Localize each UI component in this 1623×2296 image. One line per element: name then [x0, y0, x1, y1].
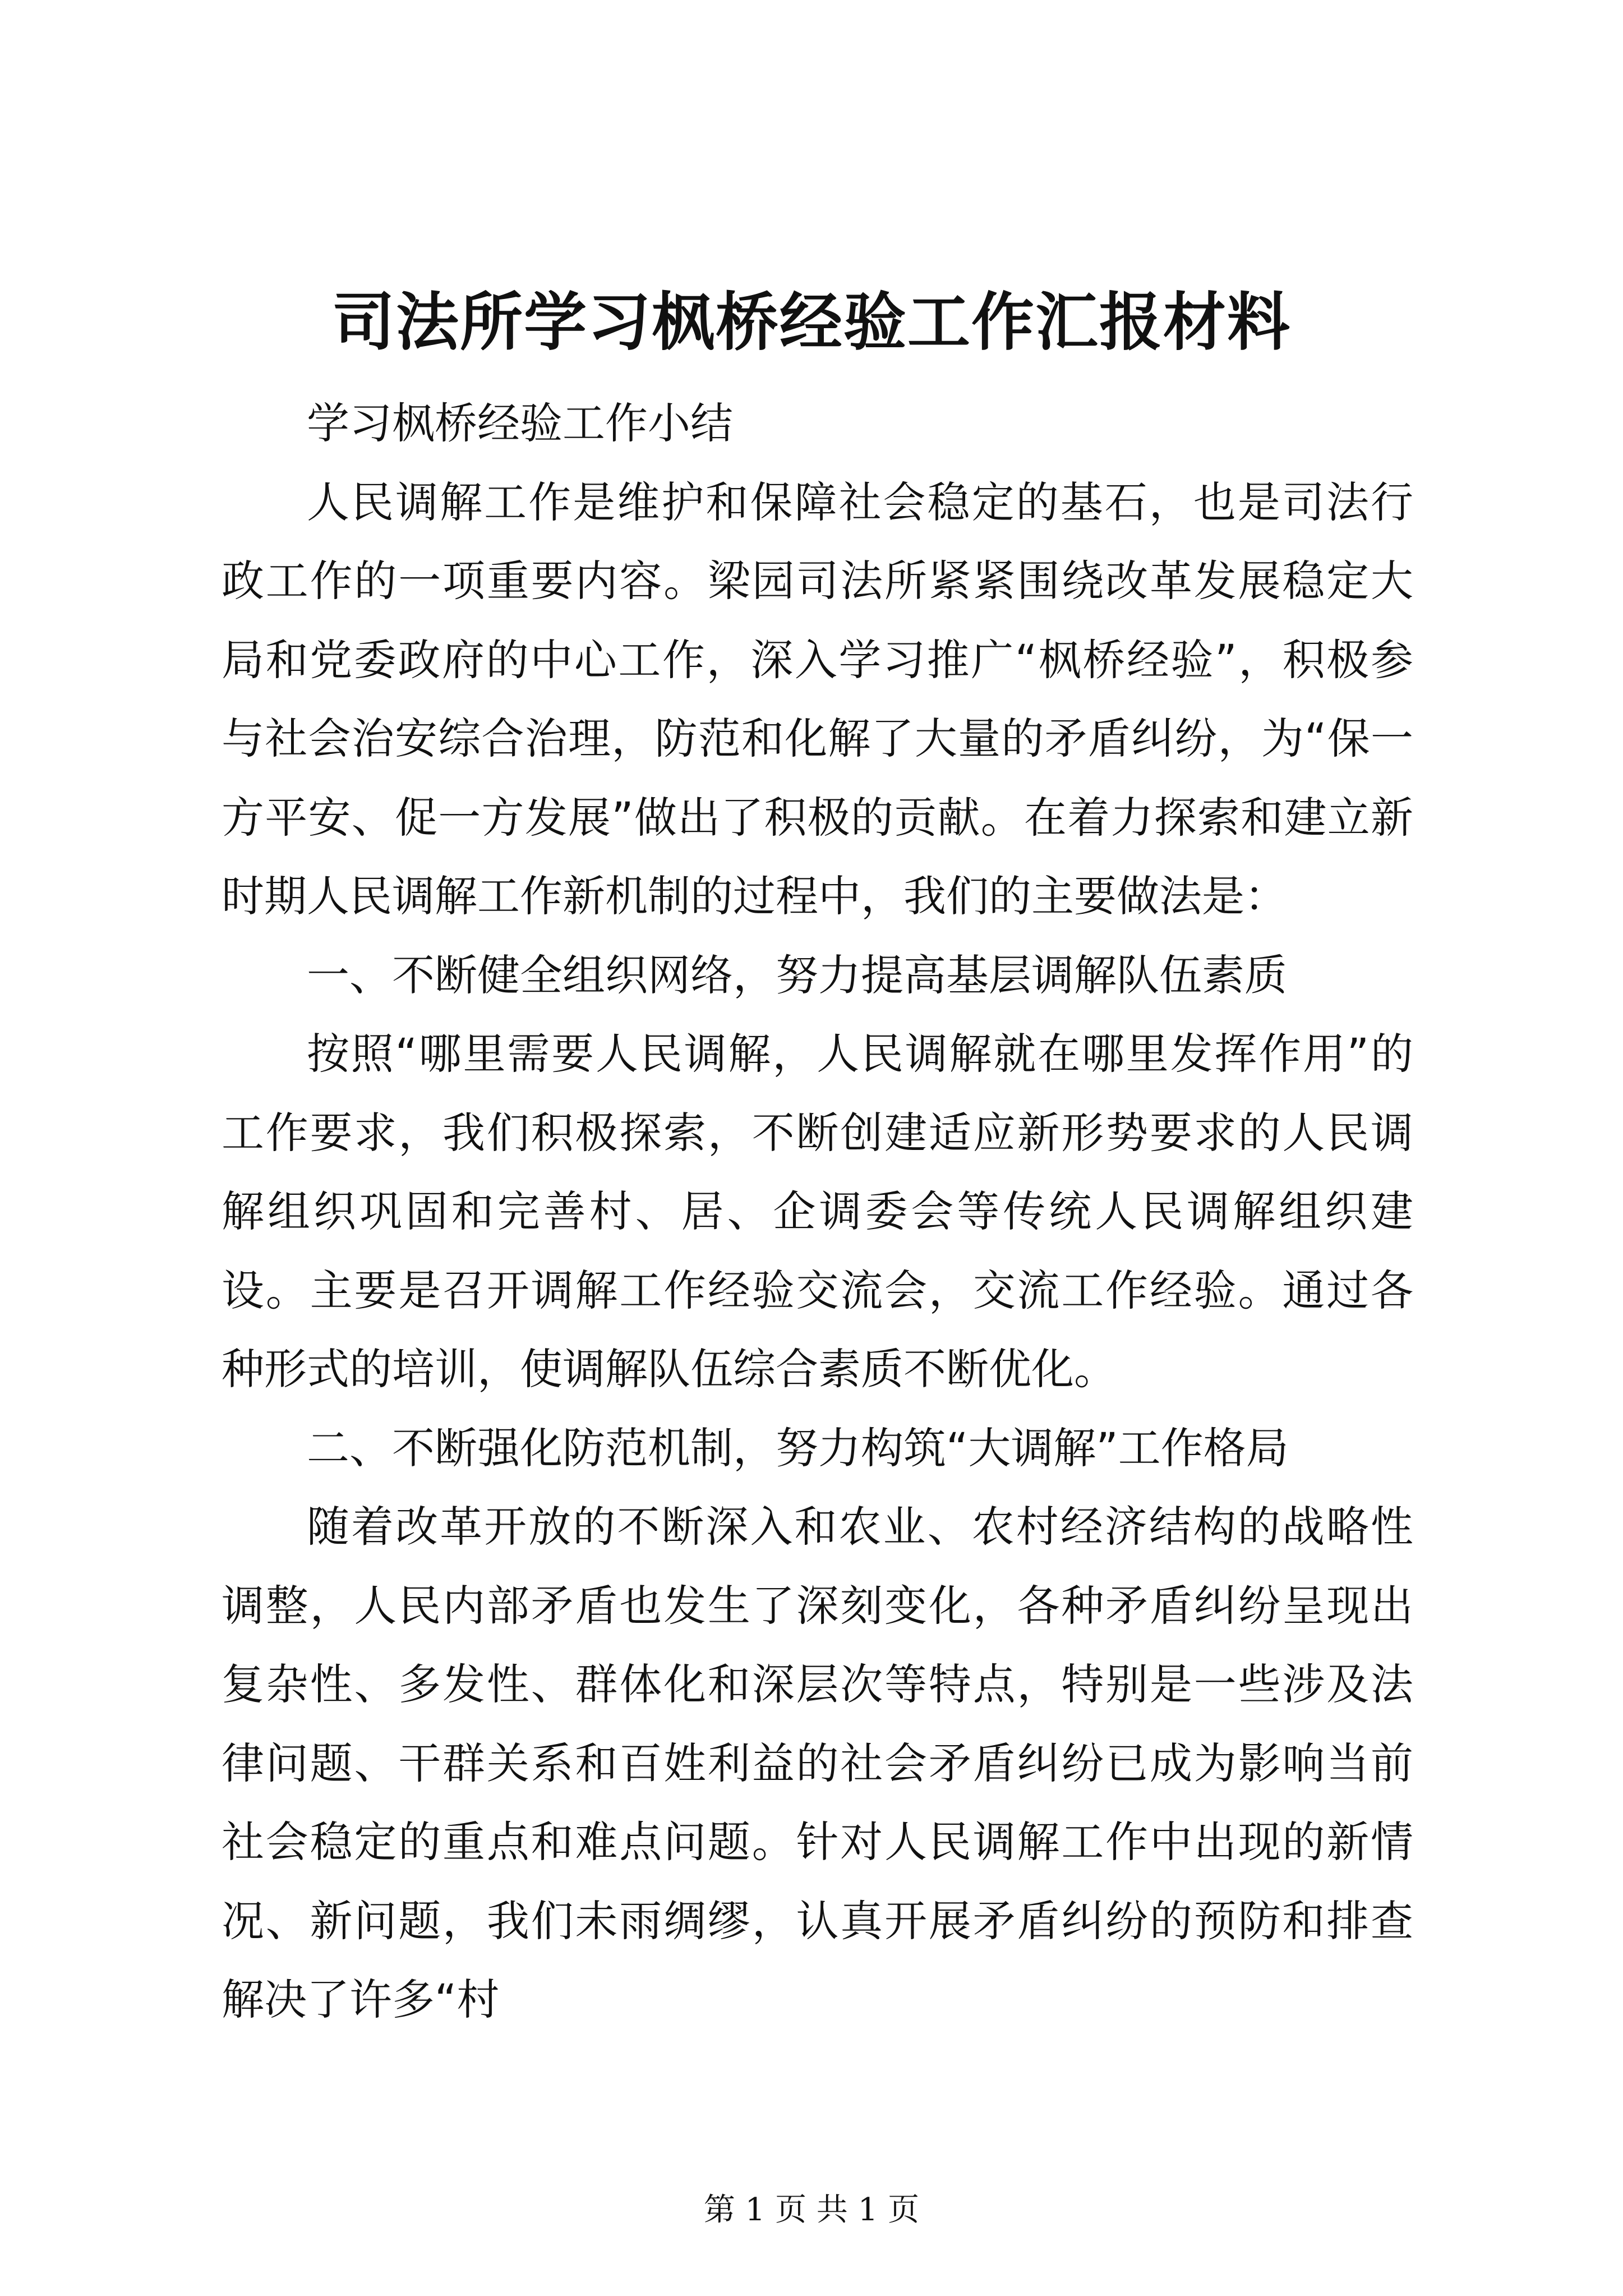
section-heading-2: 二、不断强化防范机制，努力构筑“大调解”工作格局	[307, 1423, 1289, 1473]
section-1-paragraph: 按照“哪里需要人民调解，人民调解就在哪里发挥作用”的工作要求，我们积极探索，不断创建适应新形势要求的人民调解组织巩固和完善村、居、企调委会等传统人民调解组织建设。主要是召开调解工作经验交流会，交流工作经验。通过各种形式的培训，使调解队伍综合素质不断优化。	[222, 1029, 1413, 1394]
page-footer: 第 1 页 共 1 页	[703, 2192, 920, 2228]
subtitle-paragraph: 学习枫桥经验工作小结	[307, 398, 733, 448]
section-2-paragraph: 随着改革开放的不断深入和农业、农村经济结构的战略性调整，人民内部矛盾也发生了深刻变化，各种矛盾纠纷呈现出复杂性、多发性、群体化和深层次等特点，特别是一些涉及法律问题、干群关系和百姓利益的社会矛盾纠纷已成为影响当前社会稳定的重点和难点问题。针对人民调解工作中出现的新情况、新问题，我们未雨绸缪，认真开展矛盾纠纷的预防和排查解决了许多“村	[222, 1502, 1413, 2024]
section-heading-1: 一、不断健全组织网络，努力提高基层调解队伍素质	[307, 950, 1287, 1000]
document-title: 司法所学习枫桥经验工作汇报材料	[332, 286, 1291, 359]
document-body	[222, 384, 1413, 2040]
intro-paragraph: 人民调解工作是维护和保障社会稳定的基石，也是司法行政工作的一项重要内容。梁园司法所紧紧围绕改革发展稳定大局和党委政府的中心工作，深入学习推广“枫桥经验”，积极参与社会治安综合治理，防范和化解了大量的矛盾纠纷，为“保一方平安、促一方发展”做出了积极的贡献。在着力探索和建立新时期人民调解工作新机制的过程中，我们的主要做法是：	[222, 477, 1413, 921]
